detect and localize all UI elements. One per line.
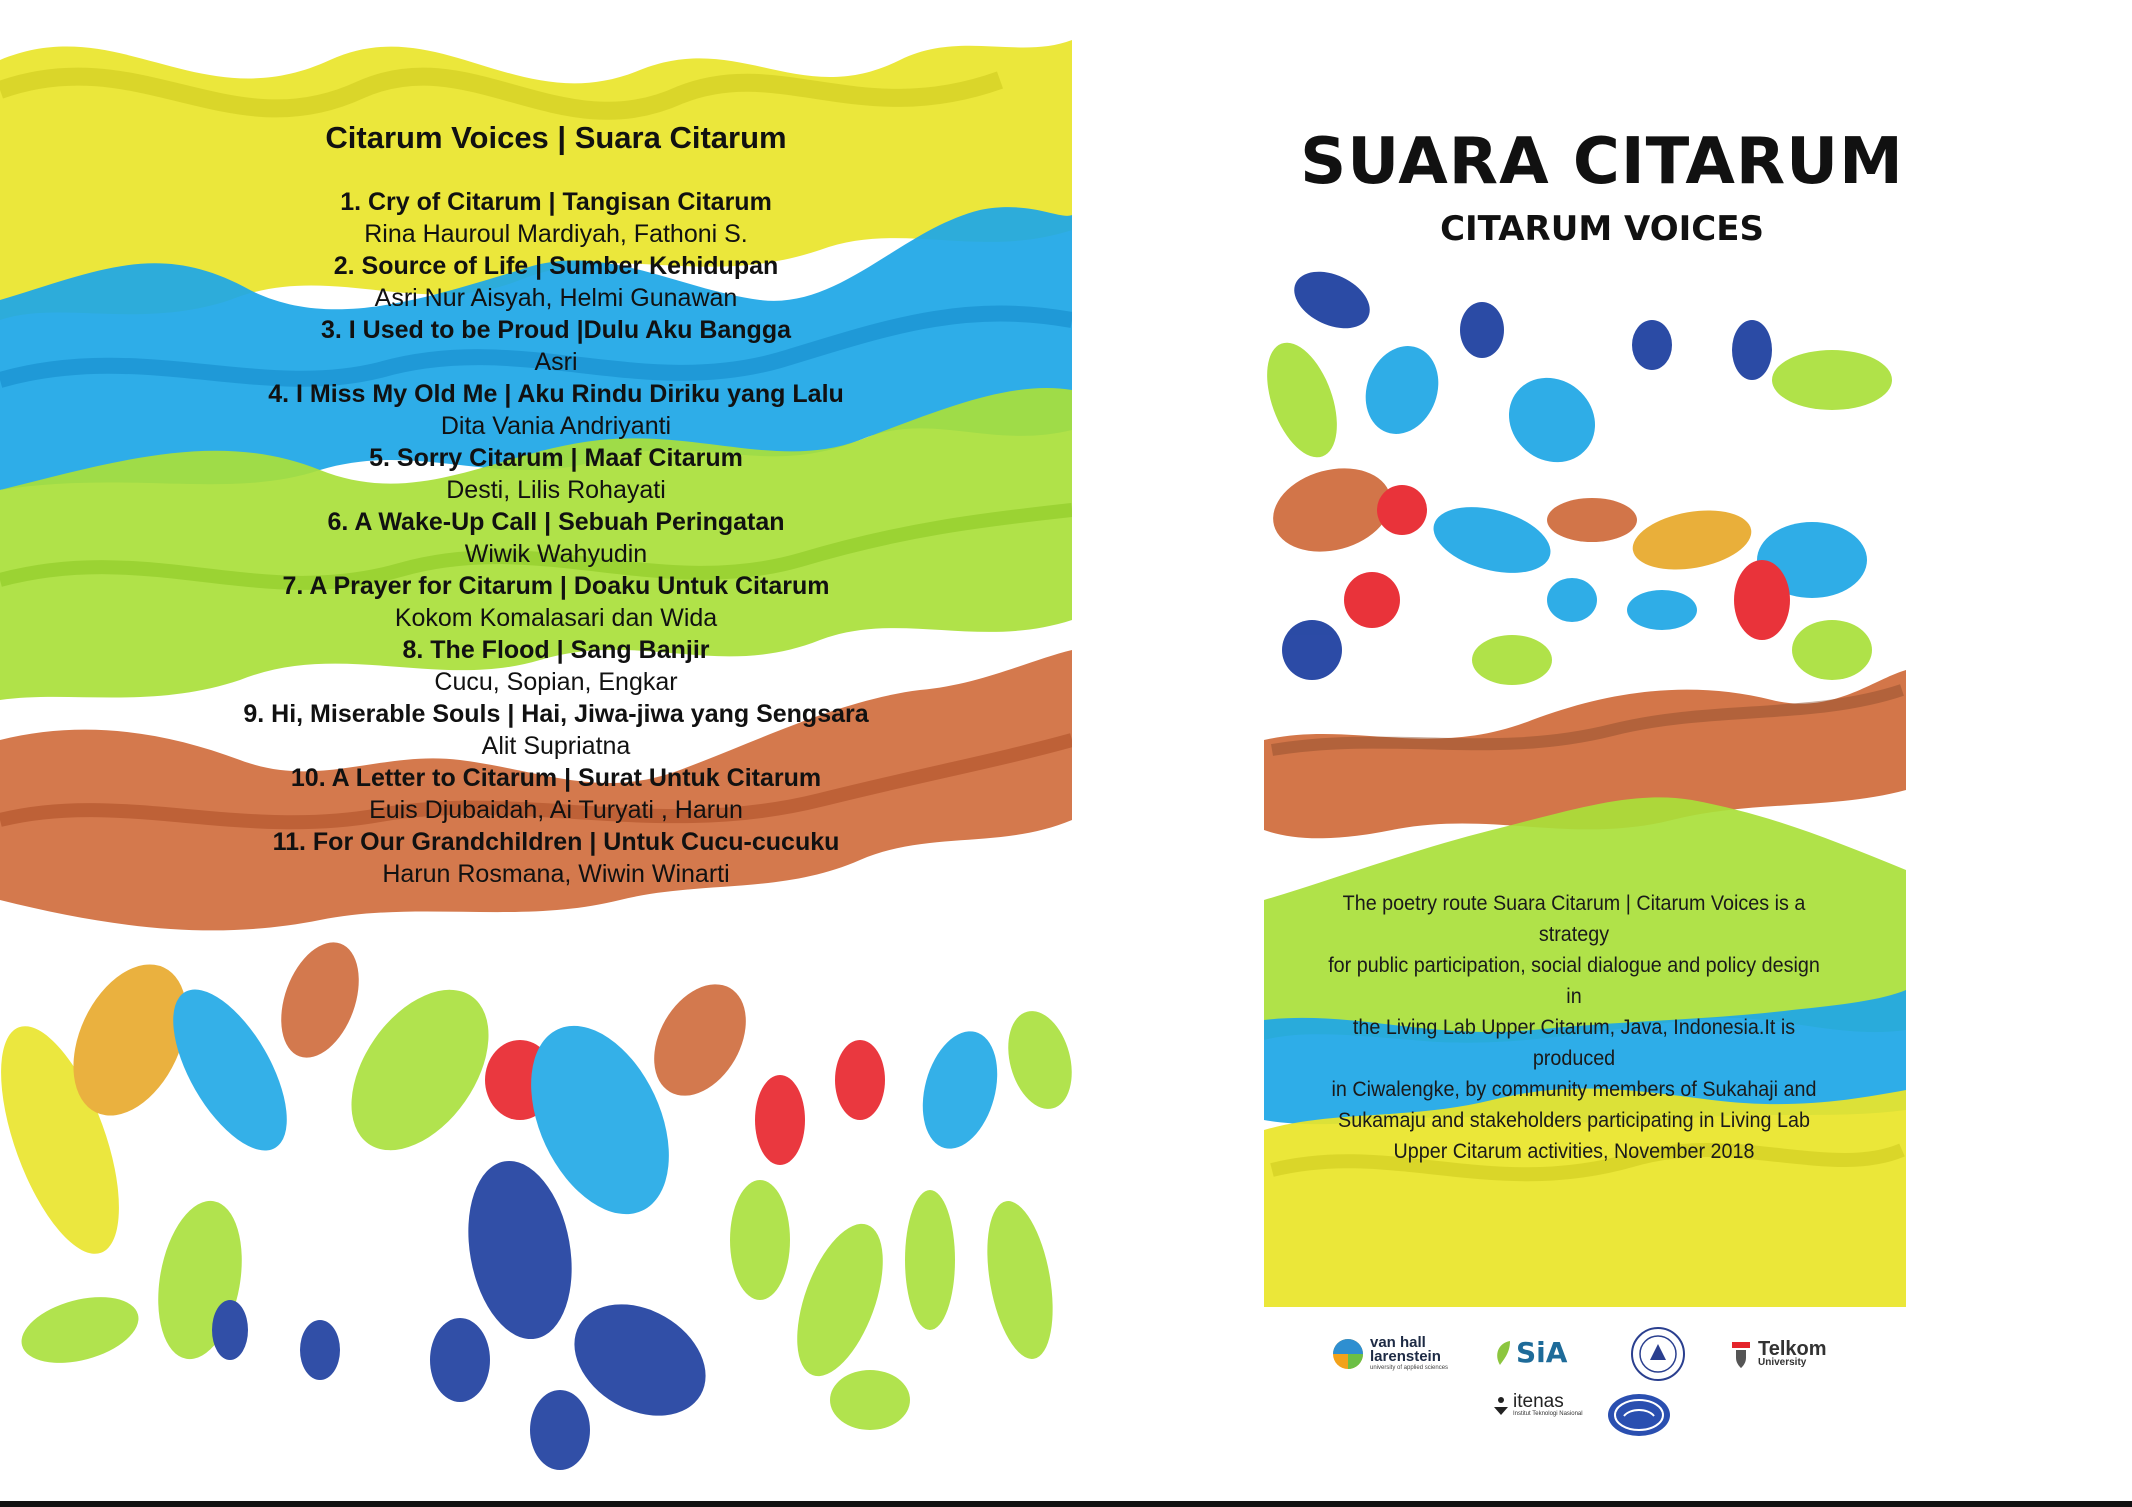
bottom-border [0,1501,2132,1507]
toc-entry [0,506,1072,570]
cover-title: SUARA CITARUM [1300,125,1904,199]
sia-leaf-icon [1492,1337,1514,1369]
vhl-line2: larenstein [1370,1348,1441,1365]
itenas-mark-icon [1492,1395,1510,1417]
poem-title: 4. I Miss My Old Me | Aku Rindu Diriku yang Lalu [268,380,844,408]
toc-entry [0,634,1072,698]
toc-entry [0,250,1072,314]
back-cover-page [0,0,1072,1496]
poem-title: 8. The Flood | Sang Banjir [402,636,710,664]
toc-entry [0,186,1072,250]
table-of-contents [0,118,1072,890]
poem-authors: Cucu, Sopian, Engkar [434,668,678,696]
toc-entry [0,314,1072,378]
toc-title: Citarum Voices | Suara Citarum [325,120,787,155]
blurb-line: for public participation, social dialogue and policy design in [1328,954,1820,1008]
itenas-sub: Institut Teknologi Nasional [1513,1411,1583,1417]
poem-authors: Asri Nur Aisyah, Helmi Gunawan [374,284,738,312]
poem-authors: Asri [534,348,578,376]
telkom-university-logo [1730,1340,1827,1370]
itenas-logo [1492,1391,1583,1418]
toc-entry [0,762,1072,826]
telkom-text: Telkom [1758,1338,1827,1360]
blurb-line: in Ciwalengke, by community members of Sukahaji and [1331,1078,1817,1101]
institution-ring-logo [1606,1392,1672,1438]
cover-subtitle: CITARUM VOICES [1440,209,1764,249]
poem-title: 10. A Letter to Citarum | Surat Untuk Citarum [290,764,822,792]
poem-title: 5. Sorry Citarum | Maaf Citarum [369,444,743,472]
sia-text: SiA [1516,1336,1568,1369]
blurb-line: Sukamaju and stakeholders participating in Living Lab [1338,1109,1810,1132]
telkom-mark-icon [1730,1340,1752,1370]
poem-title: 3. I Used to be Proud |Dulu Aku Bangga [321,316,791,344]
poem-title: 6. A Wake-Up Call | Sebuah Peringatan [327,508,785,536]
toc-entry [0,570,1072,634]
vhl-mark-icon [1332,1338,1364,1370]
university-seal-logo [1630,1326,1686,1382]
blurb-line: the Living Lab Upper Citarum, Java, Indonesia.It is produced [1352,1016,1796,1070]
poem-authors: Euis Djubaidah, Ai Turyati , Harun [369,796,743,824]
poem-authors: Dita Vania Andriyanti [440,412,672,440]
toc-entry [0,826,1072,890]
blurb-line: Upper Citarum activities, November 2018 [1393,1140,1755,1163]
poem-authors: Kokom Komalasari dan Wida [394,604,718,632]
vhl-line1: van hall [1370,1334,1426,1351]
toc-entry [0,698,1072,762]
seal-icon [1630,1326,1686,1382]
poem-title: 7. A Prayer for Citarum | Doaku Untuk Citarum [282,572,830,600]
vhl-tagline: university of applied sciences [1370,1365,1449,1371]
van-hall-larenstein-logo [1332,1336,1448,1372]
sia-logo [1492,1336,1567,1369]
poem-title: 2. Source of Life | Sumber Kehidupan [333,252,779,280]
paint-dabs [0,932,1072,1470]
toc-entry [0,378,1072,442]
telkom-sub: University [1758,1357,1807,1368]
poem-authors: Desti, Lilis Rohayati [446,476,666,504]
poem-title: 11. For Our Grandchildren | Untuk Cucu-cucuku [272,828,840,856]
cover-blurb [1320,888,1828,1167]
poem-authors: Alit Supriatna [481,732,631,760]
blurb-line: The poetry route Suara Citarum | Citarum Voices is a strategy [1342,892,1806,946]
itenas-text: itenas [1513,1391,1564,1412]
poem-authors: Wiwik Wahyudin [464,540,648,568]
poem-authors: Rina Hauroul Mardiyah, Fathoni S. [364,220,748,248]
ring-emblem-icon [1606,1392,1672,1438]
toc-entry [0,442,1072,506]
poem-title: 1. Cry of Citarum | Tangisan Citarum [340,188,772,216]
front-cover-page [1072,0,2132,1496]
poem-title: 9. Hi, Miserable Souls | Hai, Jiwa-jiwa yang Sengsara [243,700,869,728]
poem-authors: Harun Rosmana, Wiwin Winarti [382,860,730,888]
